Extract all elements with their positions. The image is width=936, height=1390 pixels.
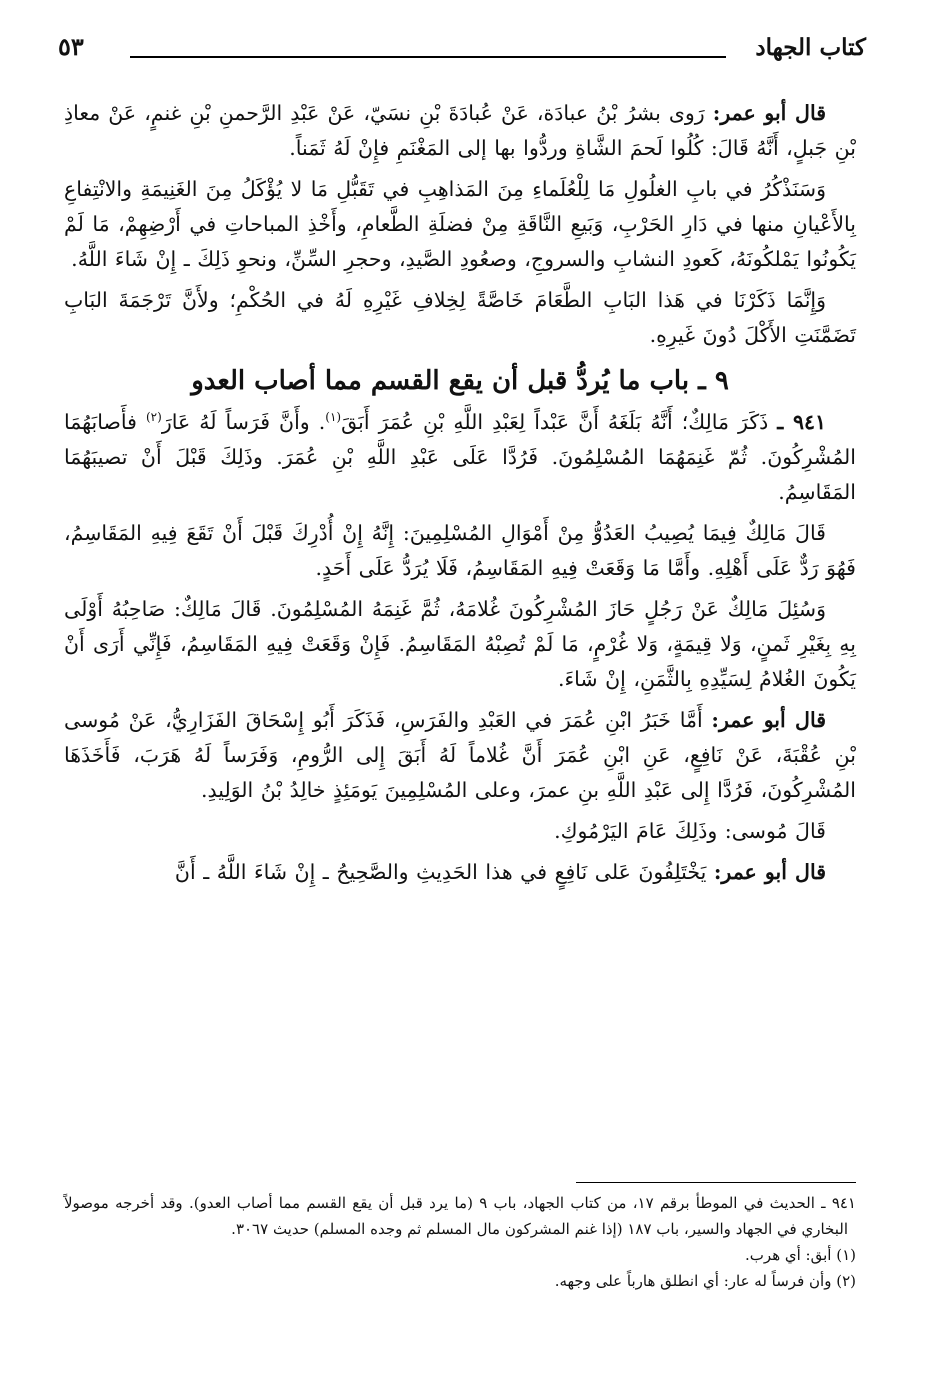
paragraph-hadith-941 (64, 405, 856, 510)
paragraph-5 (64, 516, 856, 586)
paragraph-text: يَخْتَلِفُونَ عَلى نَافِعٍ في هذا الحَدِيثِ والصَّحِيحُ ـ إِنْ شَاءَ اللَّهُ ـ أَنَّ (174, 860, 714, 884)
paragraph-1 (64, 96, 856, 166)
header-rule (130, 56, 726, 58)
paragraph-text: قَالَ مَالِكٌ فِيمَا يُصِيبُ العَدُوُّ مِنْ أَمْوَالِ المُسْلِمِينَ: إِنَّهُ إِنْ أُدْرِكَ قَبْلَ أَنْ تَقَعَ فِيهِ المَقَاسِمُ، فَهُوَ رَدٌّ عَلَى أَهْلِهِ. وأَمَّا مَا وَقَعَتْ فِيهِ المَقَاسِمُ، فَلَا يُرَدُّ عَلَى أَحَدٍ. (64, 521, 856, 580)
footnote-2: (٢) وأن فرساً له عار: أي انطلق هارباً على وجهه. (554, 1272, 856, 1290)
paragraph-7 (64, 703, 856, 808)
footnote-1: (١) أبق: أي هرب. (745, 1246, 856, 1264)
paragraph-text: ذَكَرَ مَالِكٌ؛ أَنَّهُ بَلَغَهُ أَنَّ عَبْداً لِعَبْدِ اللَّهِ بْنِ عُمَرَ أَبَقَ (341, 410, 778, 434)
paragraph-text: وَإِنَّمَا ذَكَرْنَا في هَذا البَابِ الطَّعَامَ خَاصَّةً لِخِلافِ غَيْرِهِ لَهُ في الحُكْمِ؛ ولأَنَّ تَرْجَمَةَ البَابِ تَضَمَّنَتِ الأَكْلَ دُونَ غَيرِهِ. (64, 288, 856, 347)
paragraph-text: فأَصابَهُمَا المُشْرِكُونَ. ثُمّ غَنِمَهُمَا المُسْلِمُونَ. فَرُدَّا عَلَى عَبْدِ اللَّهِ بْنِ عُمَرَ. وذَلِكَ قَبْلَ أَنْ تصيبَهُمَا المَقَاسِمُ. (64, 410, 856, 504)
footnote-hadith-941: ٩٤١ ـ الحديث في الموطأ برقم ١٧، من كتاب الجهاد، باب ٩ (ما يرد قبل أن يقع القسم مما أصاب العدو). وقد أخرجه موصولاً البخاري في الجهاد والسير، باب ١٨٧ (إذا غنم المشركون مال المسلم ثم وجده المسلم) حديث ٣٠٦٧. (64, 1194, 856, 1238)
paragraph-text: أَمَّا خَبَرُ ابْنِ عُمَرَ في العَبْدِ والفَرَسِ، فَذَكَرَ أَبُو إِسْحَاقَ الفَزَارِيُّ، عَنْ مُوسى بْنِ عُقْبَةَ، عَنْ نَافِعٍ، عَنِ ابْنِ عُمَرَ أَنَّ غُلاماً لَهُ أَبَقَ إِلى الرُّومِ، وَفَرَساً لَهُ هَرَبَ، فَأَخَذَهَا المُشْرِكُونَ، فَرُدَّا إِلى عَبْدِ اللَّهِ بنِ عمرَ، وعلى المُسْلِمِينَ يَومَئِذٍ خالِدُ بْنُ الوَلِيدِ. (64, 708, 856, 802)
speaker-label: قال أبو عمر: (712, 101, 826, 125)
footnotes (64, 1190, 856, 1294)
paragraph-3 (64, 283, 856, 353)
paragraph-9 (64, 855, 856, 890)
paragraph-text: وَسُئِلَ مَالِكٌ عَنْ رَجُلٍ حَازَ المُشْرِكُونَ غُلامَهُ، ثُمَّ غَنِمَهُ المُسْلِمُونَ. قَالَ مَالِكٌ: صَاحِبُهُ أَوْلَى بِهِ بِغَيْرِ ثَمنٍ، وَلا قِيمَةٍ، وَلا غُرْمٍ، مَا لَمْ تُصِبْهُ المَقَاسِمُ. فَإِنْ وَقَعَتْ فِيهِ المَقَاسِمُ، فَإِنِّي أَرَى أَنْ يَكُونَ الغُلامُ لِسَيِّدِهِ بِالثَّمَنِ، إِنْ شَاءَ. (64, 597, 856, 691)
footnote-ref-1[interactable]: (١) (325, 410, 342, 425)
page-header (58, 30, 866, 70)
footnote-ref-2[interactable]: (٢) (145, 410, 162, 425)
paragraph-text: قَالَ مُوسى: وذَلِكَ عَامَ اليَرْمُوكِ. (554, 819, 826, 843)
paragraph-text: وَسَنَذْكُرُ في بابِ الغلُولِ مَا لِلْعُلَماءِ مِنَ المَذاهِبِ في تَقَبُّلِ مَا لا يُؤْكَلُ مِنَ الغَنِيمَةِ والانْتِفاعِ بِالأَعْيانِ منها في دَارِ الحَرْبِ، وَبَيعِ النَّاقَةِ مِنْ فضلَةِ الطَّعامِ، وأَخْذِ المباحاتِ في أَرْضِهِمْ، مَا لَمْ يَكُونُوا يَمْلكُونَهُ، كَعودِ النشابِ والسروجِ، وصعُودِ الصَّيدِ، وحجرِ السِّنِّ، ونحوِ ذَلِكَ ـ إِنْ شَاءَ اللَّهُ. (64, 177, 856, 271)
main-text (64, 96, 856, 892)
paragraph-text: . وأَنَّ فَرَساً لَهُ عَارَ (161, 410, 326, 434)
paragraph-2 (64, 172, 856, 277)
running-title: كتاب الجهاد (755, 34, 866, 61)
paragraph-8 (64, 814, 856, 849)
footnote-rule (576, 1182, 856, 1183)
chapter-heading: ٩ ـ باب ما يُردُّ قبل أن يقع القسم مما أصاب العدو (191, 366, 729, 396)
paragraph-6 (64, 592, 856, 697)
speaker-label: قال أبو عمر: (713, 860, 826, 884)
hadith-number: ٩٤١ ـ (777, 410, 826, 434)
page-number: ٥٣ (58, 32, 84, 61)
paragraph-text: رَوى بشرُ بْنُ عبادَة، عَنْ عُبادَةَ بْنِ نسَيّ، عَنْ عَبْدِ الرَّحمنِ بْنِ غنمٍ، عَنْ معاذِ بْنِ جَبلٍ، أَنَّهُ قَالَ: كُلُوا لَحمَ الشَّاةِ وردُّوا بها إلى المَغْنَمِ فإِنْ لَهُ ثَمَناً. (64, 101, 856, 160)
speaker-label: قال أبو عمر: (711, 708, 826, 732)
